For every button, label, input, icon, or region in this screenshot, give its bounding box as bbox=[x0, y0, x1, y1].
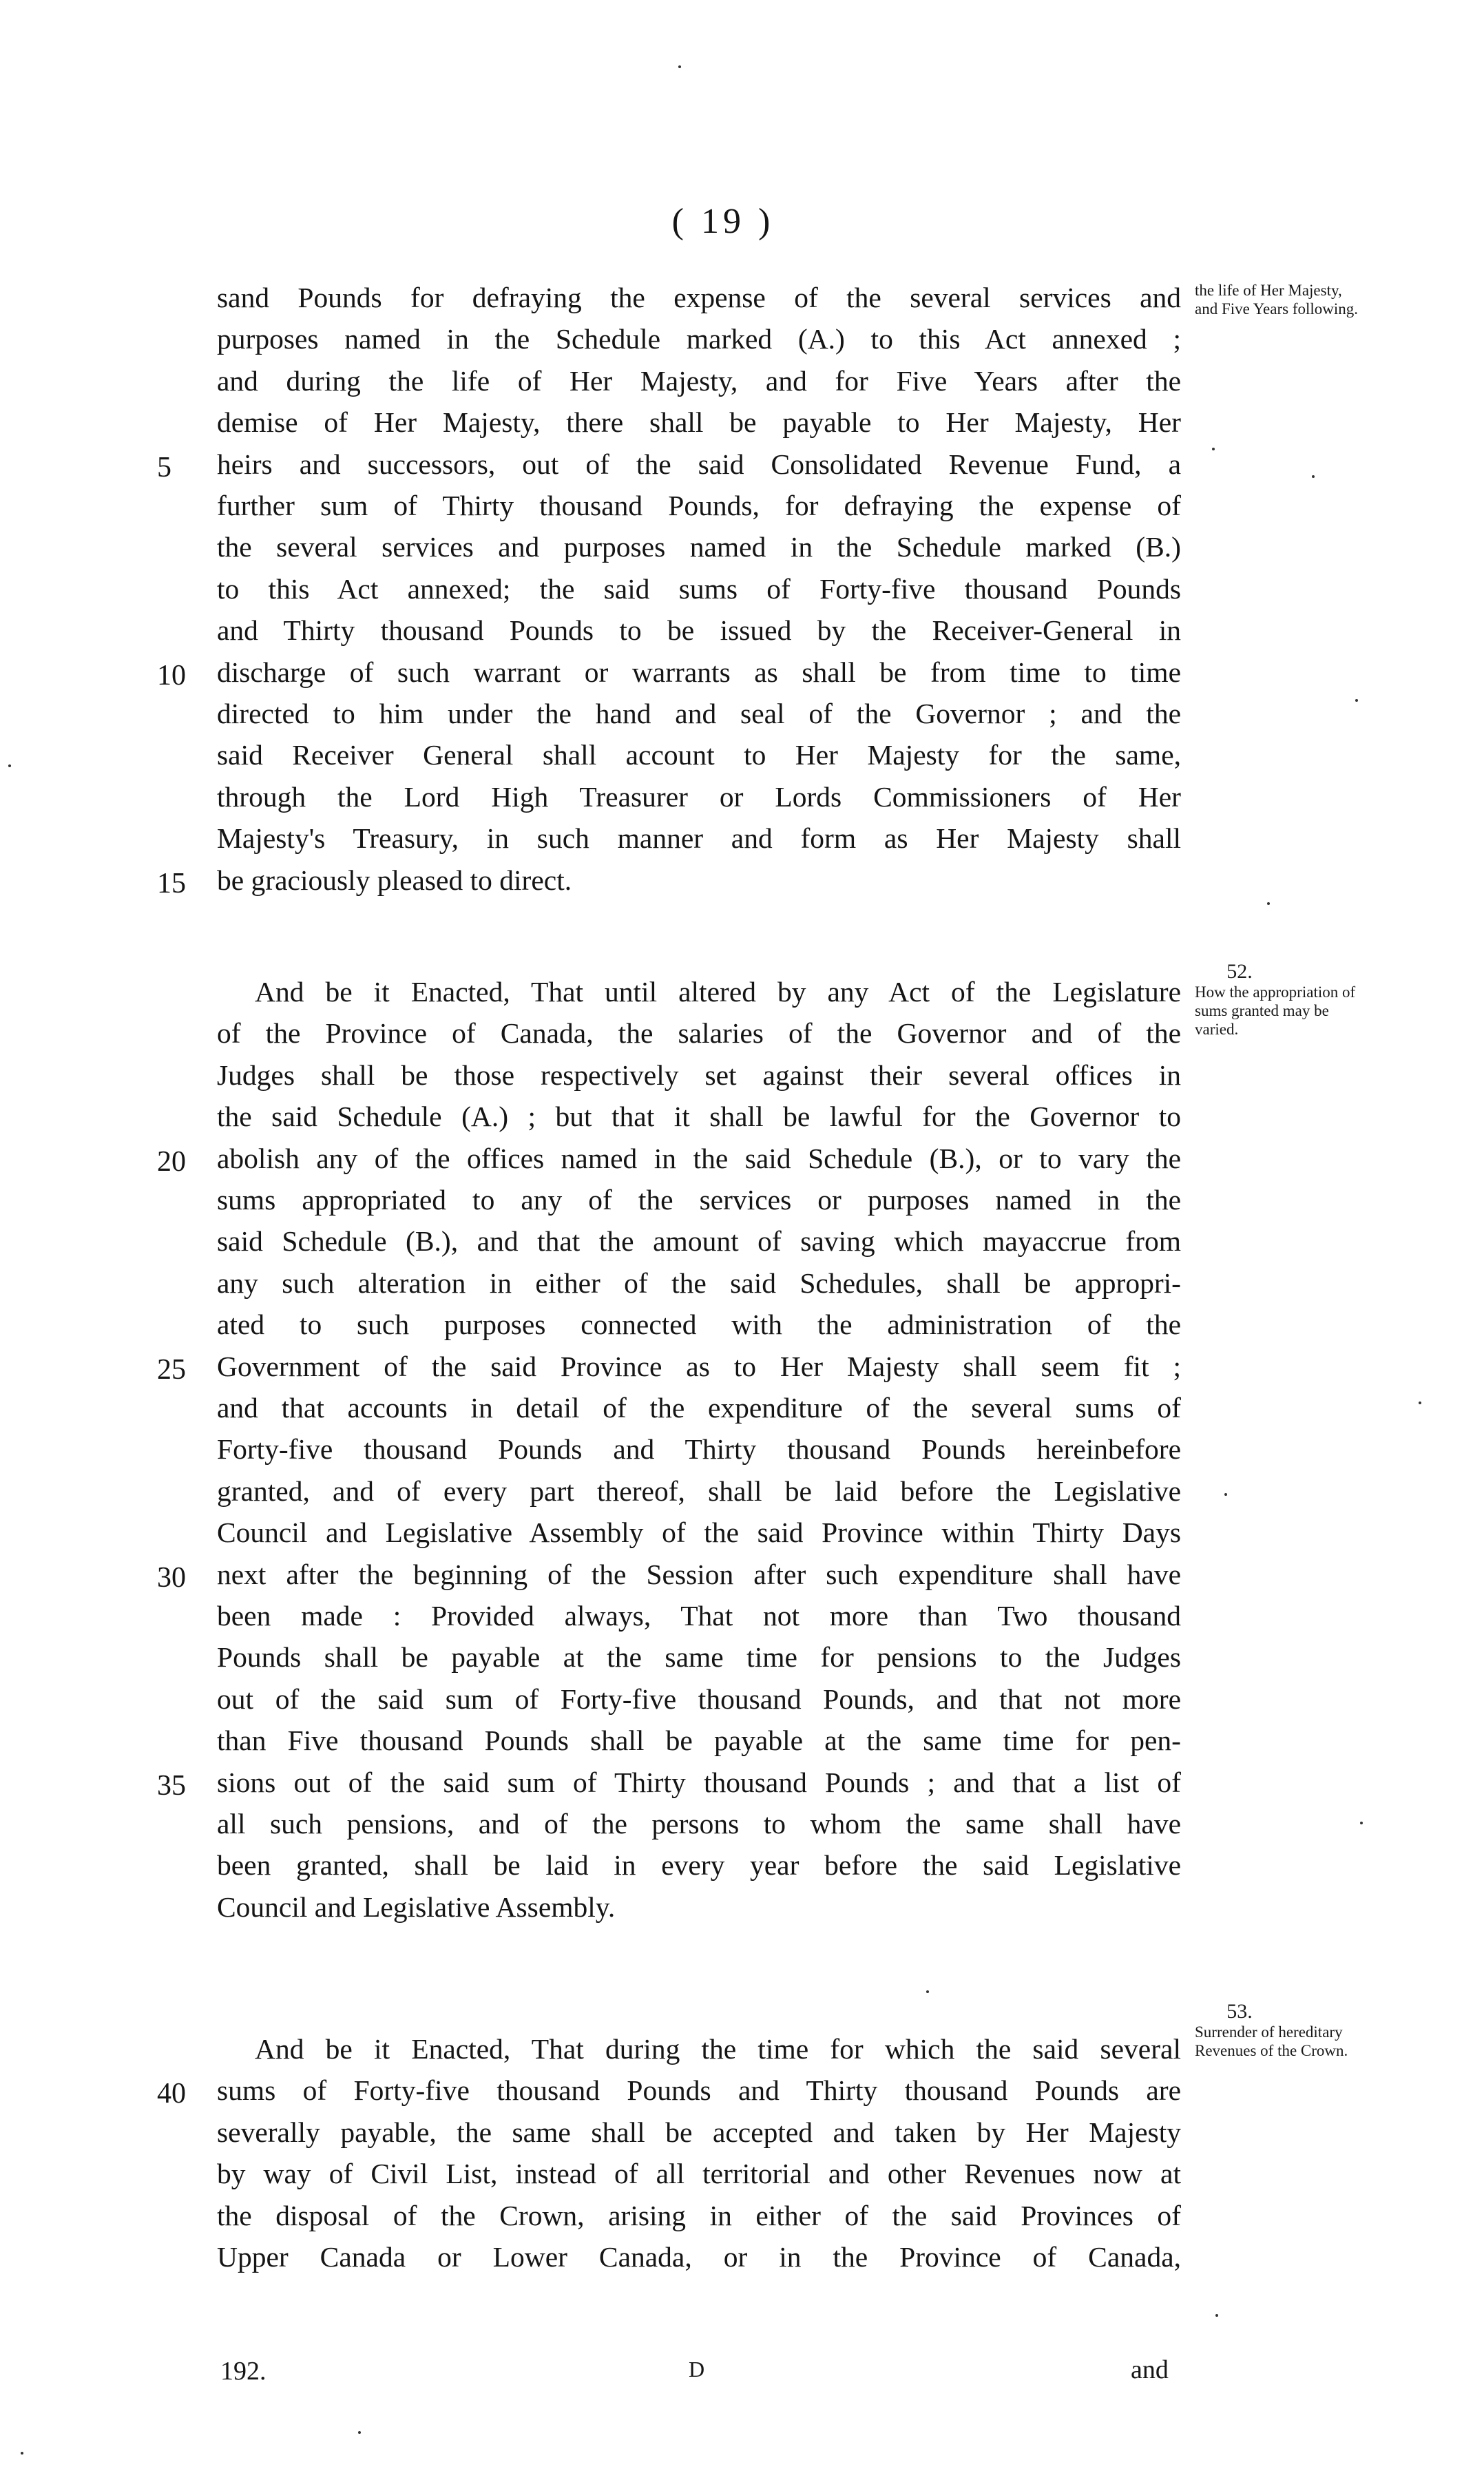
paper-speck bbox=[1360, 1822, 1363, 1824]
line-number: 5 bbox=[157, 452, 171, 483]
line-number: 20 bbox=[157, 1146, 186, 1178]
margin-note-text: Surrender of hereditary Revenues of the Crown. bbox=[1195, 2023, 1348, 2059]
body-line: Forty-five thousand Pounds and Thirty thousand Pounds hereinbefore bbox=[217, 1433, 1181, 1465]
body-line: demise of Her Majesty, there shall be payable to Her Majesty, Her bbox=[217, 406, 1181, 438]
line-number: 15 bbox=[157, 868, 186, 899]
body-line: been made : Provided always, That not more than Two thousand bbox=[217, 1600, 1181, 1632]
section-number: 52. bbox=[1226, 960, 1253, 983]
line-number: 25 bbox=[157, 1354, 186, 1386]
body-line: Government of the said Province as to Her Majesty shall seem fit ; bbox=[217, 1351, 1181, 1382]
section-number: 53. bbox=[1226, 2000, 1253, 2023]
body-line: and that accounts in detail of the expenditure of the several sums of bbox=[217, 1392, 1181, 1424]
paper-speck bbox=[1419, 1402, 1421, 1404]
body-line: of the Province of Canada, the salaries of the Governor and of the bbox=[217, 1017, 1181, 1049]
body-line: out of the said sum of Forty-five thousand Pounds, and that not more bbox=[217, 1683, 1181, 1715]
margin-note-text: the life of Her Majesty, and Five Years following. bbox=[1195, 282, 1359, 317]
body-line: said Schedule (B.), and that the amount of saving which mayaccrue from bbox=[217, 1225, 1181, 1257]
body-line: further sum of Thirty thousand Pounds, for defraying the expense of bbox=[217, 490, 1181, 521]
signature-number: 192. bbox=[220, 2357, 267, 2386]
body-line: discharge of such warrant or warrants as shall be from time to time bbox=[217, 656, 1181, 688]
body-line: sand Pounds for defraying the expense of the several services and bbox=[217, 282, 1181, 313]
line-number: 10 bbox=[157, 660, 186, 691]
paper-speck bbox=[21, 2452, 23, 2455]
page-number: ( 19 ) bbox=[671, 202, 775, 241]
body-line: the disposal of the Crown, arising in either of the said Provinces of bbox=[217, 2200, 1181, 2231]
body-line: Majesty's Treasury, in such manner and form as Her Majesty shall bbox=[217, 822, 1181, 854]
body-line: severally payable, the same shall be accepted and taken by Her Majesty bbox=[217, 2116, 1181, 2148]
body-line: ated to such purposes connected with the administration of the bbox=[217, 1309, 1181, 1340]
body-line: purposes named in the Schedule marked (A.) to this Act annexed ; bbox=[217, 323, 1181, 355]
body-line: than Five thousand Pounds shall be payable at the same time for pen- bbox=[217, 1725, 1181, 1756]
margin-note-text: How the appropriation of sums granted may be varied. bbox=[1195, 983, 1356, 1038]
body-line: and during the life of Her Majesty, and for Five Years after the bbox=[217, 365, 1181, 397]
body-line: Judges shall be those respectively set against their several offices in bbox=[217, 1059, 1181, 1091]
body-line: Upper Canada or Lower Canada, or in the Province of Canada, bbox=[217, 2241, 1181, 2273]
body-line: the said Schedule (A.) ; but that it shall be lawful for the Governor to bbox=[217, 1101, 1181, 1132]
paper-speck bbox=[678, 65, 681, 68]
body-line: sums appropriated to any of the services or purposes named in the bbox=[217, 1184, 1181, 1216]
signature-letter: D bbox=[689, 2357, 705, 2382]
body-line: granted, and of every part thereof, shall be laid before the Legislative bbox=[217, 1475, 1181, 1507]
body-line: all such pensions, and of the persons to whom the same shall have bbox=[217, 1808, 1181, 1840]
margin-note bbox=[1195, 961, 1360, 1039]
body-line: sums of Forty-five thousand Pounds and Thirty thousand Pounds are bbox=[217, 2074, 1181, 2106]
line-number: 40 bbox=[157, 2078, 186, 2109]
body-line: abolish any of the offices named in the said Schedule (B.), or to vary the bbox=[217, 1143, 1181, 1174]
body-line: said Receiver General shall account to Her Majesty for the same, bbox=[217, 739, 1181, 771]
body-line: the several services and purposes named in the Schedule marked (B.) bbox=[217, 531, 1181, 563]
body-line: Council and Legislative Assembly of the said Province within Thirty Days bbox=[217, 1517, 1181, 1548]
paper-speck bbox=[1224, 1493, 1227, 1496]
paper-speck bbox=[8, 764, 11, 767]
body-line: be graciously pleased to direct. bbox=[217, 864, 572, 896]
paper-speck bbox=[926, 1990, 929, 1993]
margin-note bbox=[1195, 281, 1360, 318]
line-number: 35 bbox=[157, 1770, 186, 1802]
catchword: and bbox=[1131, 2355, 1169, 2384]
body-line: through the Lord High Treasurer or Lords Commissioners of Her bbox=[217, 781, 1181, 813]
paper-speck bbox=[1267, 902, 1270, 905]
paper-speck bbox=[1312, 475, 1315, 478]
body-line: Pounds shall be payable at the same time for pensions to the Judges bbox=[217, 1641, 1181, 1673]
paper-speck bbox=[1215, 2314, 1218, 2317]
body-line: directed to him under the hand and seal of the Governor ; and the bbox=[217, 698, 1181, 729]
paper-speck bbox=[1212, 448, 1215, 450]
body-line: by way of Civil List, instead of all territorial and other Revenues now at bbox=[217, 2158, 1181, 2189]
paper-speck bbox=[358, 2431, 361, 2434]
body-line: And be it Enacted, That until altered by any Act of the Legislature bbox=[255, 976, 1181, 1008]
body-line: sions out of the said sum of Thirty thousand Pounds ; and that a list of bbox=[217, 1767, 1181, 1798]
body-line: next after the beginning of the Session after such expenditure shall have bbox=[217, 1559, 1181, 1590]
body-line: and Thirty thousand Pounds to be issued by the Receiver-General in bbox=[217, 614, 1181, 646]
body-line: any such alteration in either of the said Schedules, shall be appropri- bbox=[217, 1267, 1181, 1299]
body-line: to this Act annexed; the said sums of Forty-five thousand Pounds bbox=[217, 573, 1181, 605]
body-line: been granted, shall be laid in every year before the said Legislative bbox=[217, 1849, 1181, 1881]
body-line: heirs and successors, out of the said Consolidated Revenue Fund, a bbox=[217, 448, 1181, 480]
body-line: Council and Legislative Assembly. bbox=[217, 1891, 616, 1923]
body-line: And be it Enacted, That during the time for which the said several bbox=[255, 2033, 1181, 2065]
line-number: 30 bbox=[157, 1562, 186, 1594]
paper-speck bbox=[1355, 699, 1358, 702]
margin-note bbox=[1195, 2001, 1360, 2060]
